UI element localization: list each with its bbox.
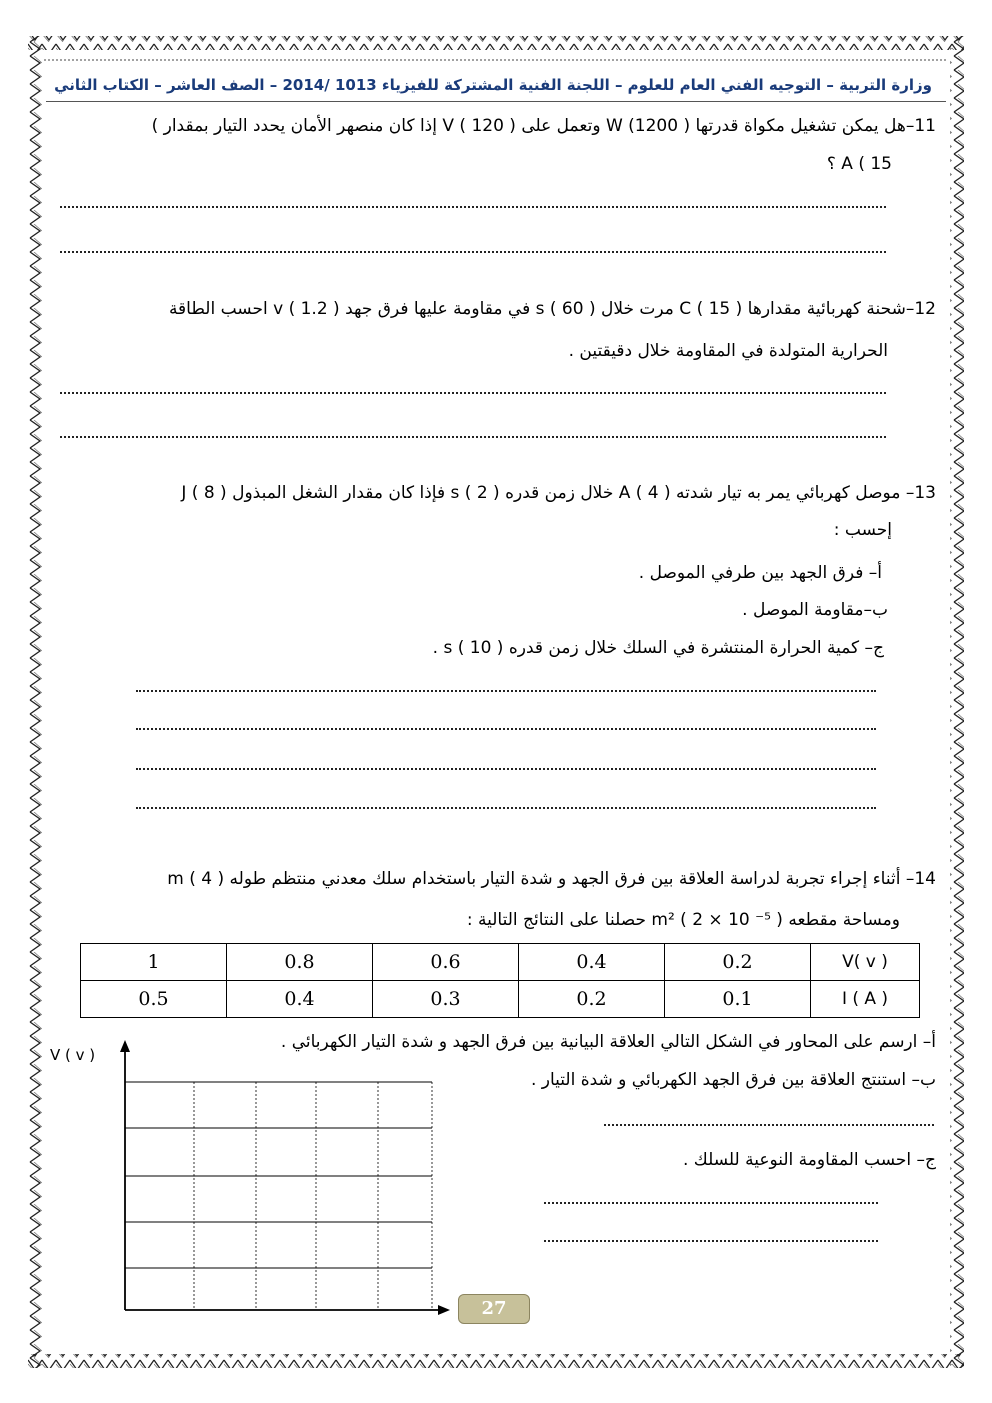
table-row-voltage xyxy=(81,944,920,981)
graph-grid xyxy=(110,1038,450,1320)
y-axis-label: V ( v ) xyxy=(50,1046,96,1064)
q14-text-line1: 14– أثناء إجراء تجربة لدراسة العلاقة بين فرق الجهد و شدة التيار باستخدام سلك معدني منتظم طوله m ( 4 ) xyxy=(167,869,936,889)
q14-part-a: أ– ارسم على المحاور في الشكل التالي العلاقة البيانية بين فرق الجهد و شدة التيار الكهربائي . xyxy=(280,1032,936,1052)
q14-part-c: ج– احسب المقاومة النوعية للسلك . xyxy=(682,1150,936,1170)
table-row-current xyxy=(81,981,920,1018)
table-header-current: I ( A ) xyxy=(811,981,920,1018)
table-cell: 0.2 xyxy=(519,981,665,1018)
table-cell: 0.6 xyxy=(373,944,519,981)
q14-answer-line xyxy=(604,1122,934,1126)
q13-answer-line xyxy=(136,688,876,692)
q11-answer-line xyxy=(60,249,886,253)
table-cell: 1 xyxy=(81,944,227,981)
q11-text-line1: 11–هل يمكن تشغيل مكواة قدرتها W (1200 ) وتعمل على V ( 120 ) إذا كان منصهر الأمان يحدد التيار بمقدار ) xyxy=(151,116,936,136)
q12-text-line1: 12–شحنة كهربائية مقدارها C ( 15 ) مرت خلال s ( 60 ) في مقاومة عليها فرق جهد v ( 1.2 ) احسب الطاقة xyxy=(168,299,936,319)
table-header-voltage: V( v ) xyxy=(811,944,920,981)
q13-part-c: ج– كمية الحرارة المنتشرة في السلك خلال زمن قدره s ( 10 ) . xyxy=(432,638,884,658)
q13-ask: إحسب : xyxy=(833,520,892,540)
q14-text-line2: ومساحة مقطعه m² ( 2 × 10 ⁻⁵ ) حصلنا على النتائج التالية : xyxy=(466,910,900,930)
table-cell: 0.3 xyxy=(373,981,519,1018)
table-cell: 0.4 xyxy=(519,944,665,981)
q13-answer-line xyxy=(136,805,876,809)
q12-answer-line xyxy=(60,390,886,394)
q12-answer-line xyxy=(60,434,886,438)
q13-answer-line xyxy=(136,766,876,770)
table-cell: 0.8 xyxy=(227,944,373,981)
table-cell: 0.1 xyxy=(665,981,811,1018)
q13-answer-line xyxy=(136,726,876,730)
page-number: 27 xyxy=(458,1294,530,1324)
q14-answer-line xyxy=(544,1238,878,1242)
grid-lines xyxy=(125,1082,432,1310)
x-axis-arrow-icon xyxy=(438,1305,450,1315)
q13-text-line1: 13– موصل كهربائي يمر به تيار شدته A ( 4 ) خلال زمن قدره s ( 2 ) فإذا كان مقدار الشغل المبذول J ( 8 ) xyxy=(181,483,936,503)
q14-answer-line xyxy=(544,1200,878,1204)
table-cell: 0.5 xyxy=(81,981,227,1018)
q13-part-a: أ– فرق الجهد بين طرفي الموصل . xyxy=(638,563,882,583)
results-table xyxy=(80,943,920,1018)
q14-part-b: ب– استنتج العلاقة بين فرق الجهد الكهربائي و شدة التيار . xyxy=(530,1070,936,1090)
q11-answer-line xyxy=(60,204,886,208)
q12-text-line2: الحرارية المتولدة في المقاومة خلال دقيقتين . xyxy=(568,341,888,361)
y-axis-arrow-icon xyxy=(120,1040,130,1052)
table-cell: 0.2 xyxy=(665,944,811,981)
q11-text-line2: A ( 15 ؟ xyxy=(826,154,892,174)
header-divider xyxy=(46,101,946,102)
q13-part-b: ب–مقاومة الموصل . xyxy=(742,600,888,620)
page-header: وزارة التربية – التوجيه الفني العام للعلوم – اللجنة الفنية المشتركة للفيزياء 1013 /2014 – الصف العاشر – الكتاب الثاني xyxy=(54,76,932,94)
table-cell: 0.4 xyxy=(227,981,373,1018)
